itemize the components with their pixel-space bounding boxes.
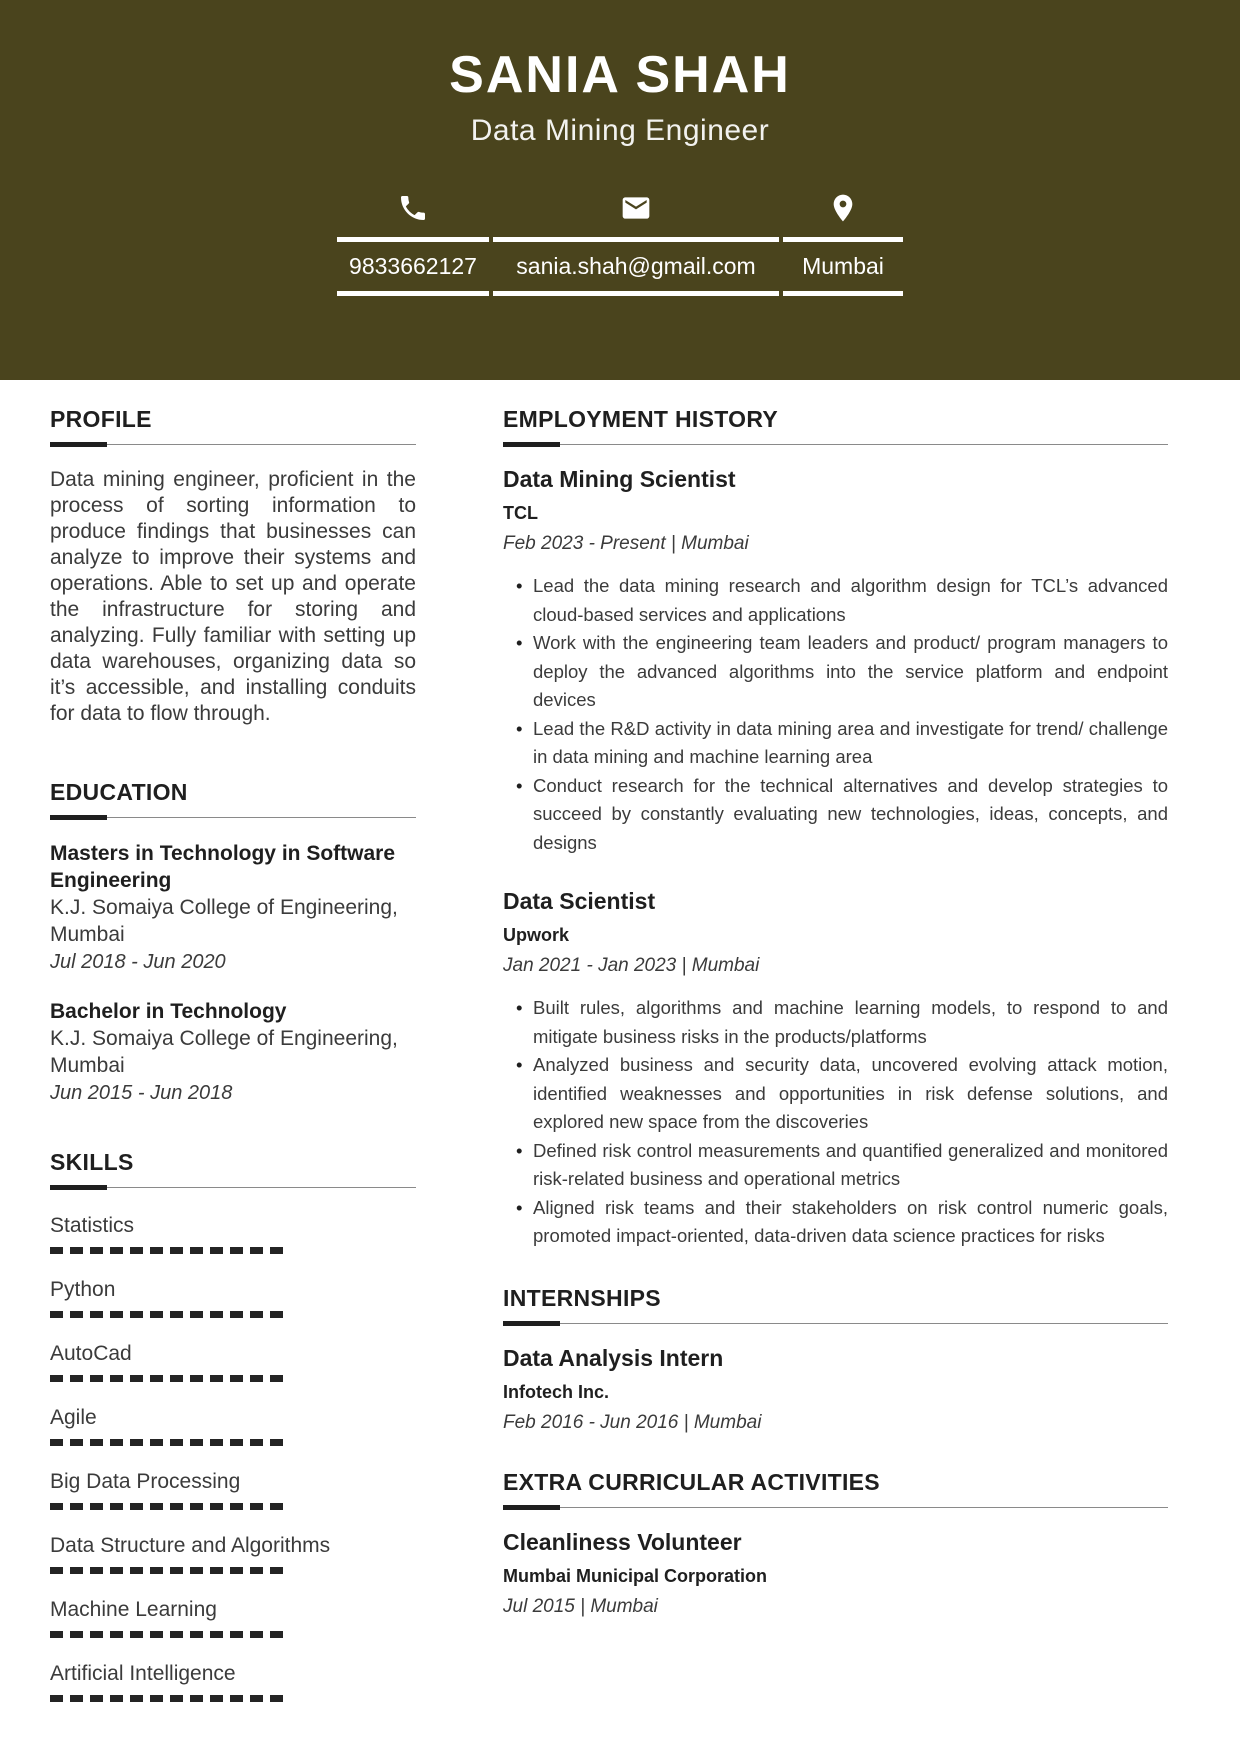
- skill-item: [50, 1406, 416, 1446]
- contact-bar: [0, 191, 1240, 296]
- contact-email-value: sania.shah@gmail.com: [493, 237, 779, 296]
- school-name: K.J. Somaiya College of Engineering, Mumbai: [50, 1027, 398, 1077]
- skill-item: [50, 1214, 416, 1254]
- employment-section: [503, 406, 1168, 1251]
- job-bullet-list: [503, 994, 1168, 1251]
- organization-name: Mumbai Municipal Corporation: [503, 1565, 767, 1586]
- bullet-item: • Aligned risk teams and their stakeholders on risk control numeric goals, promoted impact-oriented, data-driven data science practices for risks: [503, 1194, 1168, 1251]
- contact-phone-block: [337, 191, 489, 296]
- education-dates: Jul 2018 - Jun 2020: [50, 951, 226, 973]
- profile-heading: PROFILE: [50, 406, 152, 432]
- education-entry: [50, 840, 416, 974]
- skill-name: Statistics: [50, 1214, 135, 1237]
- skill-level-bar: [50, 1311, 290, 1318]
- activity-title: Cleanliness Volunteer: [503, 1528, 742, 1555]
- section-rule: [50, 442, 416, 447]
- education-heading: EDUCATION: [50, 779, 188, 805]
- skills-heading: SKILLS: [50, 1149, 134, 1175]
- internships-section: [503, 1285, 1168, 1435]
- skill-level-bar: [50, 1695, 290, 1702]
- contact-email-block: [493, 191, 779, 296]
- internship-dates: Feb 2016 - Jun 2016 | Mumbai: [503, 1411, 762, 1433]
- profile-text: Data mining engineer, proficient in the process of sorting information to produce findings that businesses can analyze to improve their systems and operations. Able to set up and operate the infrastructure for storing and analyzing. Fully familiar with setting up data warehouses, organizing data so it’s accessible, and installing conduits for data to flow through.: [50, 468, 416, 725]
- skill-item: [50, 1342, 416, 1382]
- internship-entry: [503, 1344, 1168, 1435]
- resume-header: [0, 0, 1240, 380]
- degree-title: Masters in Technology in Software Engineering: [50, 842, 396, 892]
- job-dates: Jan 2021 - Jan 2023 | Mumbai: [503, 955, 760, 976]
- bullet-item: • Lead the data mining research and algorithm design for TCL’s advanced cloud-based services and applications: [503, 572, 1168, 629]
- skill-level-bar: [50, 1567, 290, 1574]
- bullet-item: • Analyzed business and security data, uncovered evolving attack motion, identified weaknesses and opportunities in risk defense solutions, and explored new space from the discoveries: [503, 1051, 1168, 1137]
- left-column: [50, 406, 416, 1702]
- right-column: [503, 406, 1168, 1702]
- bullet-item: • Lead the R&D activity in data mining area and investigate for trend/ challenge in data mining and machine learning area: [503, 715, 1168, 772]
- extracurricular-section: [503, 1469, 1168, 1619]
- skill-level-bar: [50, 1375, 290, 1382]
- job-dates: Feb 2023 - Present | Mumbai: [503, 533, 749, 554]
- education-section: [50, 779, 416, 1105]
- resume-body: [0, 380, 1240, 1702]
- skill-name: Artificial Intelligence: [50, 1662, 236, 1685]
- section-rule: [50, 1185, 416, 1190]
- skill-level-bar: [50, 1247, 290, 1254]
- internship-title: Data Analysis Intern: [503, 1344, 724, 1371]
- job-entry: [503, 887, 1168, 1251]
- skill-name: AutoCad: [50, 1342, 132, 1365]
- skill-item: [50, 1662, 416, 1702]
- contact-location-block: [783, 191, 903, 296]
- skill-item: [50, 1278, 416, 1318]
- company-name: Upwork: [503, 925, 570, 945]
- education-entry: [50, 998, 416, 1105]
- contact-location-value: Mumbai: [783, 237, 903, 296]
- skill-item: [50, 1598, 416, 1638]
- skill-item: [50, 1534, 416, 1574]
- skill-level-bar: [50, 1439, 290, 1446]
- job-entry: [503, 465, 1168, 857]
- bullet-item: • Work with the engineering team leaders and product/ program managers to deploy the advanced algorithms into the service platform and endpoint devices: [503, 629, 1168, 715]
- job-bullet-list: [503, 572, 1168, 857]
- person-name: SANIA SHAH: [449, 46, 791, 104]
- employment-heading: EMPLOYMENT HISTORY: [503, 406, 779, 432]
- activity-dates: Jul 2015 | Mumbai: [503, 1595, 658, 1617]
- internships-heading: INTERNSHIPS: [503, 1284, 661, 1311]
- skill-name: Machine Learning: [50, 1598, 217, 1621]
- skill-name: Python: [50, 1278, 116, 1301]
- job-title: Data Scientist: [503, 888, 656, 914]
- degree-title: Bachelor in Technology: [50, 1000, 287, 1023]
- profile-section: [50, 406, 416, 727]
- job-title: Data Mining Scientist: [503, 466, 736, 492]
- section-rule: [503, 442, 1168, 447]
- education-dates: Jun 2015 - Jun 2018: [50, 1082, 233, 1104]
- extracurricular-heading: EXTRA CURRICULAR ACTIVITIES: [503, 1468, 880, 1495]
- company-name: TCL: [503, 503, 538, 523]
- bullet-item: • Defined risk control measurements and quantified generalized and monitored risk-related business and operational metrics: [503, 1137, 1168, 1194]
- company-name: Infotech Inc.: [503, 1381, 610, 1402]
- skill-level-bar: [50, 1503, 290, 1510]
- location-icon: [827, 191, 859, 225]
- skill-name: Big Data Processing: [50, 1470, 241, 1493]
- skill-name: Data Structure and Algorithms: [50, 1534, 331, 1557]
- section-rule: [50, 815, 416, 820]
- phone-icon: [397, 191, 429, 225]
- section-rule: [503, 1321, 1168, 1326]
- bullet-item: • Built rules, algorithms and machine learning models, to respond to and mitigate business risks in the products/platforms: [503, 994, 1168, 1051]
- contact-phone-value: 9833662127: [337, 237, 489, 296]
- skill-level-bar: [50, 1631, 290, 1638]
- person-job-title: Data Mining Engineer: [470, 114, 770, 147]
- school-name: K.J. Somaiya College of Engineering, Mumbai: [50, 896, 398, 946]
- skill-name: Agile: [50, 1406, 97, 1429]
- skills-section: [50, 1149, 416, 1702]
- email-icon: [620, 191, 652, 225]
- skill-item: [50, 1470, 416, 1510]
- activity-entry: [503, 1528, 1168, 1619]
- section-rule: [503, 1505, 1168, 1510]
- bullet-item: • Conduct research for the technical alternatives and develop strategies to succeed by constantly evaluating new technologies, ideas, concepts, and designs: [503, 772, 1168, 858]
